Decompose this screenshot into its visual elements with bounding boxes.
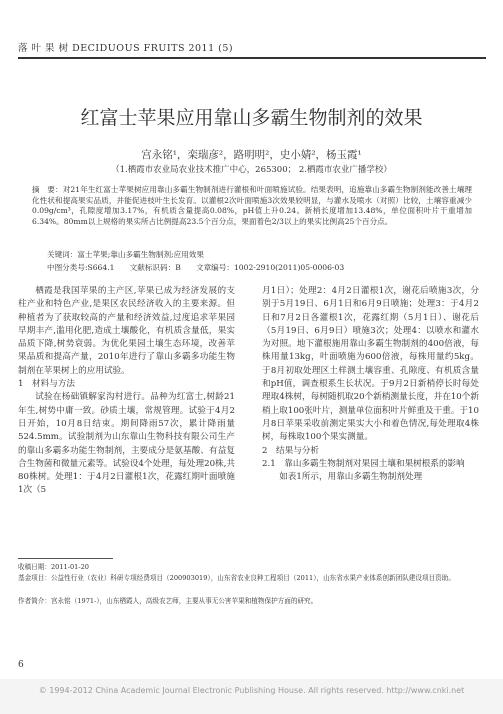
footer-bar: [0, 679, 503, 714]
classification-line: 中图分类号:S664.1 文献标识码：B 文章编号：1002-2910(2011)05-0006-03: [47, 263, 345, 272]
footnote-author: 作者简介：宫永铭（1971-），山东栖霞人，高级农艺师，主要从事无公害苹果和植物保护方面的研究。: [18, 597, 318, 605]
article-title: 红富士苹果应用靠山多霸生物制剂的效果: [80, 107, 423, 129]
section-heading: 1 材料与方法: [18, 379, 76, 390]
footnote-funding: 基金项目：公益性行业（农业）科研专项经费项目（200903019），山东省农业良种工程项目（2011），山东省水果产业体系创新团队建设项目资助。: [18, 574, 455, 582]
footnote-rule: [18, 558, 113, 559]
section-heading: 2 结果与分析: [262, 445, 320, 456]
left-column: [18, 285, 235, 498]
abstract-text: 对21年生红富士苹果树应用靠山多霸生物制剂进行灌根和叶面喷施试验。结果表明，追施靠山多霸生物制剂能改善土壤理化性状和提高果实品质，并能促进枝叶生长发育。以灌根2次叶面喷施3次效果较明显，与灌水及喷水（对照）比较，土壤容重减少0.09g/cm³，孔隙度增加3.17%，有机质含量提高0.08%，pH值上升0.24。新梢长度增加13.48%，单位面积叶片干重增加6.34%。80mm以上规格的果实所占比例提高23.5个百分点，果面着色2/3以上的果实比例高25个百分点。: [32, 185, 472, 226]
right-column: [262, 285, 479, 484]
affiliation: （1.栖霞市农业局农业技术推广中心，265300； 2.栖霞市农业广播学校）: [111, 165, 392, 175]
running-header: 落 叶 果 树 DECIDUOUS FRUITS 2011 (5): [18, 43, 234, 54]
footnote-received: 收稿日期：2011-01-20: [18, 563, 89, 571]
abstract-label: 摘 要：: [32, 185, 63, 194]
paragraph: 月1日）；处理2：4月2日灌根1次，谢花后喷施3次，分别于5月19日、6月1日和6月9日喷施；处理3：于4月2日和7月2日各灌根1次，花露红期（5月1日）、谢花后（5月19日、6月9日）喷施3次；处理4：以喷水和灌水为对照。地下灌根施用靠山多霸生物制剂的400倍液，每株用量13kg，叶面喷施为600倍液，每株用量约5kg。于8月初取处理区土样测土壤容重、孔隙度、有机质含量和pH值，调查根系生长状况。于9月2日新梢停长时每处理取4株树，每树随机取20个新梢测量长度，并在10个新梢上取100张叶片，测量单位面积叶片鲜重及干重。于10月8日苹果采收前测定果实大小和着色情况,每处理取4株树，每株取100个果实测量。: [262, 286, 479, 443]
paragraph: 试验在杨础镇解家沟村进行。品种为红富士,树龄21年生,树势中庸一致。砂质土壤，常规管理。试验于4月2日开始，10月8日结束。期间降雨57次，累计降雨量524.5mm。试验制剂为山东靠山生物科技有限公司生产的靠山多霸多功能生物制剂，主要成分是氨基酸、有益复合生物菌和微量元素等。试验设4个处理，每处理20株,共80株树。处理1：于4月2日灌根1次，花露红期叶面喷施1次（5: [18, 392, 235, 496]
paragraph: 如表1所示，用靠山多霸生物制剂处理: [279, 472, 423, 483]
subsection-heading: 2.1 靠山多霸生物制剂对果园土壤和果树根系的影响: [262, 458, 465, 469]
page-number: 6: [18, 660, 24, 670]
header-rule: [18, 57, 486, 59]
keywords: 关键词：富士苹果;靠山多霸生物制剂;应用效果: [47, 250, 204, 259]
copyright-notice: © 1994-2012 China Academic Journal Electronic Publishing House. All rights reserved. http://www.cnki.net: [38, 686, 465, 695]
paragraph: 栖霞是我国苹果的主产区,苹果已成为经济发展的支柱产业和特色产业,是果区农民经济收入的主要来源。但种植者为了获取较高的产量和经济效益,过度追求苹果园早期丰产,滥用化肥,造成土壤酸化，有机质含量低，果实品质下降,树势衰弱。为优化果园土壤生态环境，改善苹果品质和提高产量，2010年进行了靠山多霸多功能生物制剂在苹果树上的应用试验。: [18, 286, 235, 376]
abstract: [32, 185, 472, 227]
authors: 宫永铭¹，栾瑞彦²，路明明²，史小婧²，杨玉霞¹: [141, 149, 362, 161]
